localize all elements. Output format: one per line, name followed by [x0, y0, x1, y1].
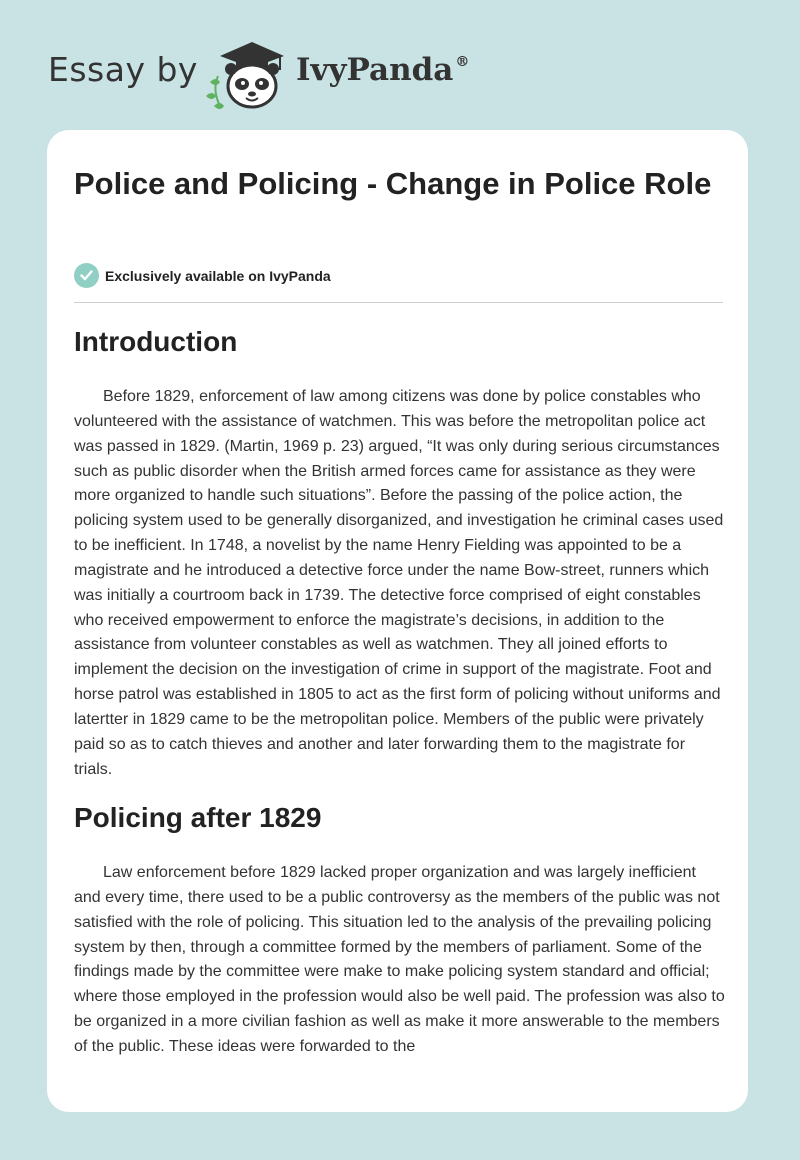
exclusive-badge	[74, 263, 331, 288]
divider	[74, 302, 723, 303]
section-text-policing-after-1829: Law enforcement before 1829 lacked proper organization and was largely inefficient and every time, there used to be a public controversy as the members of the public was not satisfied with the role of policing. This situation led to the analysis of the prevailing policing system by then, through a committee formed by the members of parliament. Some of the findings made by the committee were make to make policing system standard and official; where those employed in the profession would also be well paid. The profession was also to be organized in a more civilian fashion as well as make it more answerable to the members of the public. These ideas were forwarded to the	[74, 864, 725, 1055]
article-card	[47, 130, 748, 1112]
registered-mark: ®	[455, 54, 470, 70]
panda-graduate-icon	[200, 36, 292, 110]
section-heading-introduction: Introduction	[74, 326, 238, 357]
site-header	[0, 0, 800, 130]
check-circle-icon	[74, 263, 99, 288]
essay-by-label: Essay by	[48, 50, 198, 89]
section-heading-policing-after-1829: Policing after 1829	[74, 802, 322, 833]
article-title: Police and Policing - Change in Police Role	[74, 166, 712, 201]
exclusive-label: Exclusively available on IvyPanda	[105, 267, 331, 284]
brand-label: IvyPanda	[296, 52, 454, 88]
section-text-introduction: Before 1829, enforcement of law among citizens was done by police constables who volunteered with the assistance of watchmen. This was before the metropolitan police act was passed in 1829. (Martin, 1969 p. 23) argued, “It was only during serious circumstances such as public disorder when the British armed forces came for assistance as they were more organized to handle such situations”. Before the passing of the police action, the policing system used to be generally disorganized, and investigation he criminal cases used to be inefficient. In 1748, a novelist by the name Henry Fielding was appointed to be a magistrate and he introduced a detective force under the name Bow-street, runners which was initially a courtroom back in 1739. The detective force comprised of eight constables who received empowerment to enforce the magistrate’s decisions, in addition to the assistance from volunteer constables as well as watchmen. They all joined efforts to implement the decision on the investigation of crime in support of the magistrate. Foot and horse patrol was established in 1805 to act as the first form of policing without uniforms and latertter in 1829 came to be the metropolitan police. Members of the public were privately paid so as to catch thieves and another and later forwarding them to the magistrate for trials.	[74, 388, 724, 778]
brand-name[interactable]	[296, 52, 469, 88]
